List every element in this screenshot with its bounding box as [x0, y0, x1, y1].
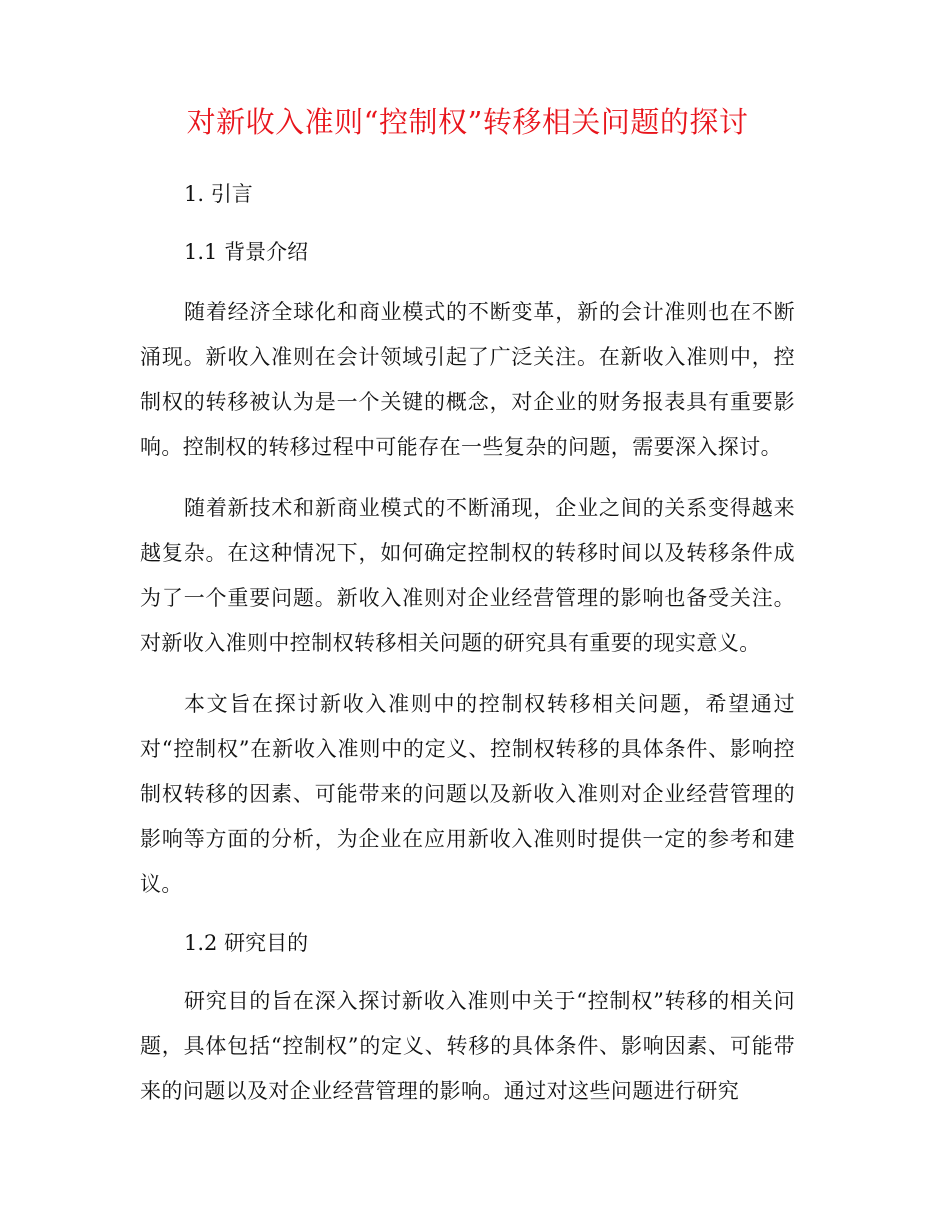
paragraph-background-1: 随着经济全球化和商业模式的不断变革，新的会计准则也在不断涌现。新收入准则在会计领域引起了广泛关注。在新收入准则中，控制权的转移被认为是一个关键的概念，对企业的财务报表具有重要影响。控制权的转移过程中可能存在一些复杂的问题，需要深入探讨。 — [140, 300, 795, 459]
subsection-heading-background: 1.1 背景介绍 — [184, 240, 309, 264]
subsection-heading-research-purpose: 1.2 研究目的 — [184, 931, 309, 955]
paragraph-background-3: 本文旨在探讨新收入准则中的控制权转移相关问题，希望通过对“控制权”在新收入准则中的定义、控制权转移的具体条件、影响控制权转移的因素、可能带来的问题以及新收入准则对企业经营管理的影响等方面的分析，为企业在应用新收入准则时提供一定的参考和建议。 — [140, 692, 795, 896]
document-body — [140, 174, 795, 1130]
document-title: 对新收入准则“控制权”转移相关问题的探讨 — [186, 105, 749, 139]
paragraph-background-2: 随着新技术和新商业模式的不断涌现，企业之间的关系变得越来越复杂。在这种情况下，如何确定控制权的转移时间以及转移条件成为了一个重要问题。新收入准则对企业经营管理的影响也备受关注。对新收入准则中控制权转移相关问题的研究具有重要的现实意义。 — [140, 496, 795, 655]
paragraph-research-purpose: 研究目的旨在深入探讨新收入准则中关于“控制权”转移的相关问题，具体包括“控制权”的定义、转移的具体条件、影响因素、可能带来的问题以及对企业经营管理的影响。通过对这些问题进行研究 — [140, 989, 795, 1103]
section-heading-introduction: 1. 引言 — [184, 182, 253, 206]
